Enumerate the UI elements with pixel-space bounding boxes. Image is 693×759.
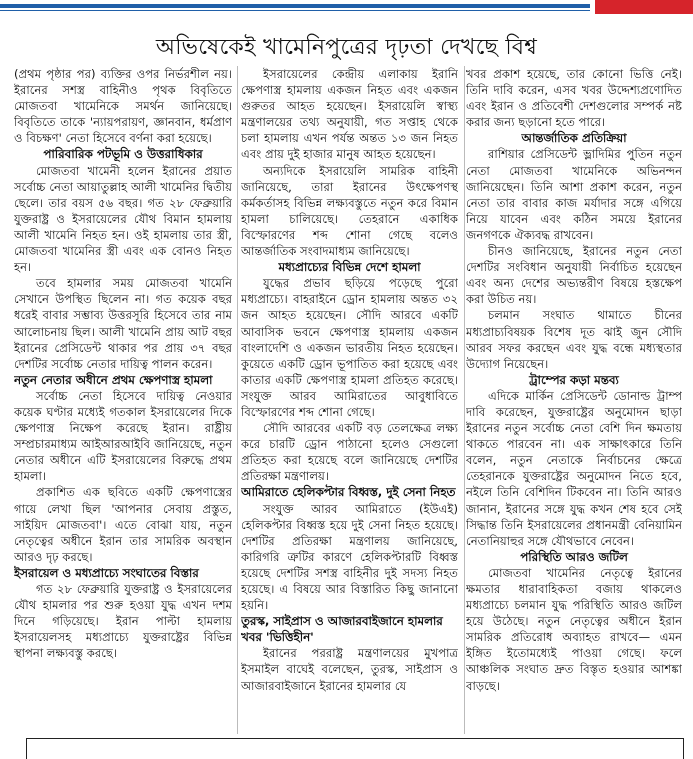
paragraph: (প্রথম পৃষ্ঠার পর) ব্যক্তির ওপর নির্ভরশীল নয়। ইরানের সশস্ত্র বাহিনীও পৃথক বিবৃতিতে মোজতবা খামেনিকে সমর্থন জানিয়েছে। বিবৃতিতে তাকে 'ন্যায়পরায়ণ, জ্ঞানবান, ধর্মপ্রাণ ও বিচক্ষণ' নেতা হিসেবে বর্ণনা করা হয়েছে।	[14, 67, 232, 146]
article-body	[14, 66, 682, 736]
paragraph: রাশিয়ার প্রেসিডেন্ট ভ্লাদিমির পুতিন নতুন নেতা মোজতবা খামেনিকে অভিনন্দন জানিয়েছেন। তিনি আশা প্রকাশ করেন, নতুন নেতা তার বাবার কাজ মর্যাদার সঙ্গে এগিয়ে নিয়ে যাবেন এবং কঠিন সময়ে ইরানের জনগণকে ঐক্যবদ্ধ রাখবেন।	[466, 147, 682, 242]
column-1	[14, 66, 232, 736]
top-rule	[0, 0, 693, 14]
paragraph: অন্যদিকে ইসরায়েলি সামরিক বাহিনী জানিয়েছে, তারা ইরানের উৎক্ষেপণস্থ কর্মকর্তাসহ বিভিন্ন লক্ষ্যবস্তুতে নতুন করে বিমান হামলা চালিয়েছে। তেহরানে একাধিক বিস্ফোরণের শব্দ শোনা গেছে বলেও আন্তর্জাতিক সংবাদমাধ্যম জানিয়েছে।	[241, 163, 458, 259]
top-rule-blue-thin	[0, 10, 590, 11]
subheading: আমিরাতে হেলিকপ্টার বিধ্বস্ত, দুই সেনা নিহত	[241, 485, 456, 500]
paragraph: গত ২৮ ফেব্রুয়ারি যুক্তরাষ্ট্র ও ইসরায়েলের যৌথ হামলার পর শুরু হওয়া যুদ্ধ এখন দশম দিনে গড়িয়েছে। ইরান পাল্টা হামলায় ইসরায়েলসহ মধ্যপ্রাচ্যে যুক্তরাষ্ট্রের বিভিন্ন স্থাপনা লক্ষ্যবস্তু করছে।	[14, 582, 232, 661]
subheading: তুরস্ক, সাইপ্রাস ও আজারবাইজানে হামলার খবর 'ভিত্তিহীন'	[241, 614, 443, 645]
subheading: নতুন নেতার অধীনে প্রথম ক্ষেপণাস্ত্র হামলা	[14, 372, 213, 387]
subheading: আন্তর্জাতিক প্রতিক্রিয়া	[521, 131, 627, 146]
column-2	[241, 66, 458, 736]
paragraph: সংযুক্ত আরব আমিরাতে (ইউএই) হেলিকপ্টার বিধ্বস্ত হয়ে দুই সেনা নিহত হয়েছে। দেশটির প্রতিরক্ষা মন্ত্রণালয় জানিয়েছে, কারিগরি ত্রুটির কারণে হেলিকপ্টারটি বিধ্বস্ত হয়েছে দেশটির সশস্ত্র বাহিনীর দুই সদস্য নিহত হয়েছে। এ বিষয়ে আর বিস্তারিত কিছু জানানো হয়নি।	[241, 501, 458, 613]
subheading: পরিস্থিতি আরও জটিল	[520, 549, 628, 564]
paragraph: মোজতবা খামেনী হলেন ইরানের প্রয়াত সর্বোচ্চ নেতা আয়াতুল্লাহ আলী খামেনির দ্বিতীয় ছেলে। তার বয়স ৫৬ বছর। গত ২৮ ফেব্রুয়ারি যুক্তরাষ্ট্র ও ইসরায়েলের যৌথ বিমান হামলায় আলী খামেনি নিহত হন। ওই হামলায় তার স্ত্রী, মোজতবা খামেনির স্ত্রী এবং এক বোনও নিহত হন।	[14, 163, 232, 275]
paragraph: সর্বোচ্চ নেতা হিসেবে দায়িত্ব নেওয়ার কয়েক ঘণ্টার মধ্যেই গতকাল ইসরায়েলের দিকে ক্ষেপণাস্ত্র নিক্ষেপ করেছে ইরান। রাষ্ট্রীয় সম্প্রচারমাধ্যম আইআরআইবি জানিয়েছে, নতুন নেতার অধীনে এটি ইসরায়েলের বিরুদ্ধে প্রথম হামলা।	[14, 388, 232, 484]
paragraph: খবর প্রকাশ হয়েছে, তার কোনো ভিত্তি নেই। তিনি দাবি করেন, এসব খবর উদ্দেশ্যপ্রণোদিত এবং ইরান ও প্রতিবেশী দেশগুলোর সম্পর্ক নষ্ট করার জন্য ছড়ানো হতে পারে।	[466, 67, 682, 130]
paragraph: প্রকাশিত এক ছবিতে একটি ক্ষেপণাস্ত্রের গায়ে লেখা ছিল 'আপনার সেবায় প্রস্তুত, সাইয়িদ মোজতবা'। এতে বোঝা যায়, নতুন নেতৃত্বের অধীনে ইরান তার সামরিক অবস্থান আরও দৃঢ় করছে।	[14, 485, 232, 564]
top-rule-blue	[0, 4, 590, 8]
paragraph: মোজতবা খামেনির নেতৃত্বে ইরানের ক্ষমতার ধারাবাহিকতা বজায় থাকলেও মধ্যপ্রাচ্যে চলমান যুদ্ধ পরিস্থিতি আরও জটিল হয়ে উঠেছে। নতুন নেতৃত্বের অধীনে ইরান সামরিক প্রতিরোধ অব্যাহত রাখবে— এমন ইঙ্গিত ইতোমধ্যেই পাওয়া গেছে। ফলে আঞ্চলিক সংঘাত দ্রুত বিস্তৃত হওয়ার আশঙ্কা বাড়ছে।	[466, 565, 682, 693]
paragraph: ইরানের পররাষ্ট্র মন্ত্রণালয়ের মুখপাত্র ইসমাইল বাঘেই বলেছেন, তুরস্ক, সাইপ্রাস ও আজারবাইজানে ইরানের হামলার যে	[241, 646, 458, 693]
paragraph: এদিকে মার্কিন প্রেসিডেন্ট ডোনাল্ড ট্রাম্প দাবি করেছেন, যুক্তরাষ্ট্রের অনুমোদন ছাড়া ইরানের নতুন সর্বোচ্চ নেতা বেশি দিন ক্ষমতায় থাকতে পারবেন না। এক সাক্ষাৎকারে তিনি বলেন, নতুন নেতাকে নির্বাচনের ক্ষেত্রে তেহরানকে যুক্তরাষ্ট্রের অনুমোদন নিতে হবে, নইলে তিনি বেশিদিন টিকবেন না। তিনি আরও জানান, ইরানের সঙ্গে যুদ্ধ কখন শেষ হবে সেই সিদ্ধান্ত তিনি ইসরায়েলের প্রধানমন্ত্রী বেনিয়ামিন নেতানিয়াহুর সঙ্গে যৌথভাবে নেবেন।	[466, 388, 682, 548]
column-3	[466, 66, 682, 736]
paragraph: সৌদি আরবের একটি বড় তেলক্ষেত্র লক্ষ্য করে চারটি ড্রোন পাঠানো হলেও সেগুলো প্রতিহত করা হয়েছে বলে জানিয়েছে দেশটির প্রতিরক্ষা মন্ত্রণালয়।	[241, 421, 458, 484]
subheading: মধ্যপ্রাচ্যের বিভিন্ন দেশে হামলা	[278, 260, 421, 275]
paragraph: চলমান সংঘাত থামাতে চীনের মধ্যপ্রাচ্যবিষয়ক বিশেষ দূত ঝাই জুন সৌদি আরব সফর করছেন এবং যুদ্ধ বন্ধে মধ্যস্থতার উদ্যোগ নিয়েছেন।	[466, 308, 682, 371]
subheading: পারিবারিক পটভূমি ও উত্তরাধিকার	[43, 147, 203, 162]
headline: অভিষেকেই খামেনিপুত্রের দৃঢ়তা দেখছে বিশ্ব	[155, 35, 538, 60]
paragraph: তবে হামলার সময় মোজতবা খামেনি সেখানে উপস্থিত ছিলেন না। গত কয়েক বছর ধরেই বাবার সম্ভাব্য উত্তরসূরি হিসেবে তার নাম আলোচনায় ছিল। আলী খামেনি প্রায় আট বছর ইরানের প্রেসিডেন্ট থাকার পর প্রায় ৩৭ বছর দেশটির সর্বোচ্চ নেতার দায়িত্ব পালন করেন।	[14, 276, 232, 371]
subheading: ইসরায়েল ও মধ্যপ্রাচ্যে সংঘাতের বিস্তার	[14, 565, 199, 580]
subheading: ট্রাম্পের কড়া মন্তব্য	[529, 372, 619, 387]
paragraph: যুদ্ধের প্রভাব ছড়িয়ে পড়েছে পুরো মধ্যপ্রাচ্যে। বাহরাইনে ড্রোন হামলায় অন্তত ৩২ জন আহত হয়েছেন। সৌদি আরবে একটি আবাসিক ভবনে ক্ষেপণাস্ত্র হামলায় একজন বাংলাদেশি ও একজন ভারতীয় নিহত হয়েছেন। কুয়েতে একটি ড্রোন ভূপাতিত করা হয়েছে এবং কাতার একটি ক্ষেপণাস্ত্র হামলা প্রতিহত করেছে। সংযুক্ত আরব আমিরাতের আবুধাবিতে বিস্ফোরণের শব্দ শোনা গেছে।	[241, 276, 458, 419]
top-rule-red-block	[595, 0, 693, 14]
bottom-frame	[26, 738, 684, 759]
paragraph: ইসরায়েলের কেন্দ্রীয় এলাকায় ইরানি ক্ষেপণাস্ত্র হামলায় একজন নিহত এবং একজন গুরুতর আহত হয়েছেন। ইসরায়েলি স্বাস্থ্য মন্ত্রণালয়ের তথ্য অনুযায়ী, গত সপ্তাহ থেকে চলা হামলায় এখন পর্যন্ত অন্তত ১৩ জন নিহত এবং প্রায় দুই হাজার মানুষ আহত হয়েছেন।	[241, 67, 458, 162]
paragraph: চীনও জানিয়েছে, ইরানের নতুন নেতা দেশটির সংবিধান অনুযায়ী নির্বাচিত হয়েছেন এবং অন্য দেশের অভ্যন্তরীণ বিষয়ে হস্তক্ষেপ করা উচিত নয়।	[466, 244, 682, 307]
